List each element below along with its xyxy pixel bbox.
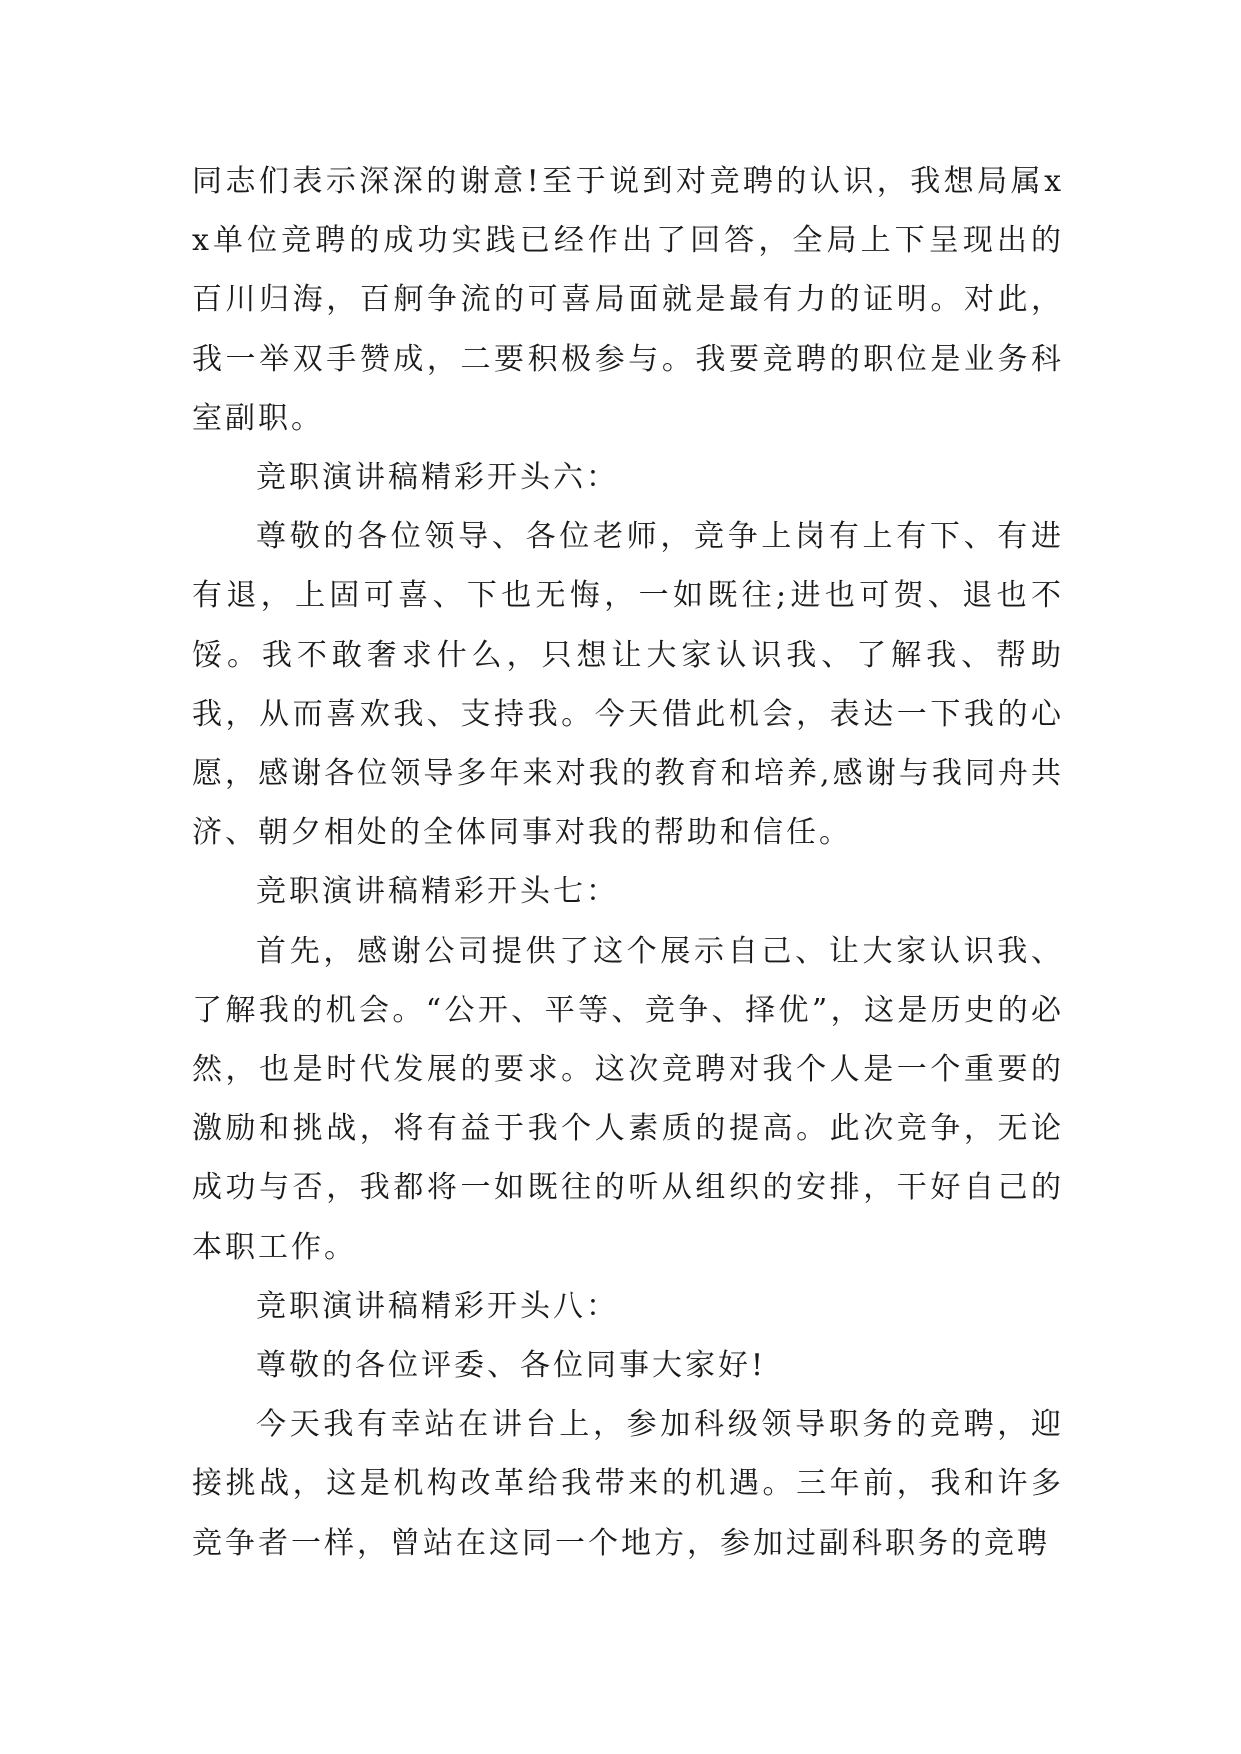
paragraph-3: 首先，感谢公司提供了这个展示自己、让大家认识我、了解我的机会。“公开、平等、竞争、择优”，这是历史的必然，也是时代发展的要求。这次竞聘对我个人是一个重要的激励和挑战，将有益于我个人素质的提高。此次竞争，无论成功与否，我都将一如既往的听从组织的安排，干好自己的本职工作。 — [192, 933, 1064, 1265]
paragraph-4: 今天我有幸站在讲台上，参加科级领导职务的竞聘，迎接挑战，这是机构改革给我带来的机遇。三年前，我和许多竞争者一样，曾站在这同一个地方，参加过副科职务的竞聘 — [192, 1407, 1064, 1561]
document-body — [192, 152, 1064, 1573]
section-heading-7: 竞职演讲稿精彩开头七： — [256, 874, 619, 910]
greeting-line: 尊敬的各位评委、各位同事大家好! — [256, 1348, 767, 1384]
section-heading-8: 竞职演讲稿精彩开头八： — [256, 1288, 619, 1324]
paragraph-1: 同志们表示深深的谢意!至于说到对竞聘的认识，我想局属xx单位竞聘的成功实践已经作出了回答，全局上下呈现出的百川归海，百舸争流的可喜局面就是最有力的证明。对此，我一举双手赞成，二要积极参与。我要竞聘的职位是业务科室副职。 — [192, 164, 1064, 436]
paragraph-2: 尊敬的各位领导、各位老师，竞争上岗有上有下、有进有退，上固可喜、下也无悔，一如既往;进也可贺、退也不馁。我不敢奢求什么，只想让大家认识我、了解我、帮助我，从而喜欢我、支持我。今天借此机会，表达一下我的心愿，感谢各位领导多年来对我的教育和培养,感谢与我同舟共济、朝夕相处的全体同事对我的帮助和信任。 — [192, 519, 1064, 851]
section-heading-6: 竞职演讲稿精彩开头六： — [256, 460, 619, 496]
